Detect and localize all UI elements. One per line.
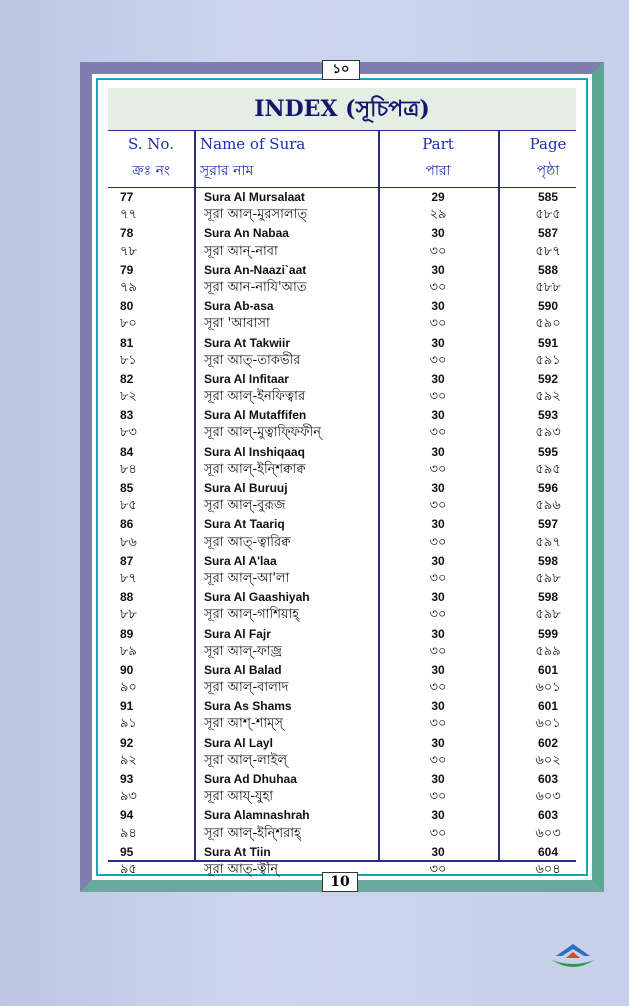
- row-sura-name: Sura Al Mutaffifen: [204, 408, 307, 423]
- row-serial: ৭৮: [120, 243, 137, 259]
- row-part: ৩০: [429, 643, 447, 659]
- row-page: 597: [537, 517, 559, 532]
- table-row: [108, 297, 576, 315]
- table-row: [108, 497, 576, 515]
- row-part: ৩০: [429, 243, 447, 259]
- table-row: [108, 552, 576, 570]
- row-sura-name: সূরা আত্-তাকভীর: [204, 352, 301, 368]
- row-page: ৫৯২: [535, 389, 561, 405]
- table-row: [108, 770, 576, 788]
- row-serial: ৯১: [120, 716, 137, 732]
- table-row: [108, 679, 576, 697]
- header-part-en: Part: [422, 135, 454, 153]
- row-serial: ৮৬: [120, 534, 137, 550]
- row-sura-name: Sura Al Buruuj: [204, 481, 288, 495]
- row-part: 29: [431, 190, 445, 204]
- row-serial: 85: [120, 481, 134, 495]
- row-serial: 84: [120, 444, 134, 459]
- row-page: ৬০১: [535, 680, 561, 696]
- table-row: [108, 606, 576, 624]
- table-row: [108, 715, 576, 733]
- table-row: [108, 315, 576, 333]
- table-row: [108, 643, 576, 661]
- row-part: ৩০: [429, 752, 447, 768]
- table-row: [108, 352, 576, 370]
- row-sura-name: সূরা আল্-বুরূজ: [204, 498, 286, 514]
- table-row: [108, 570, 576, 588]
- row-serial: 81: [120, 335, 134, 350]
- table-row: [108, 461, 576, 479]
- row-page: ৫৯১: [535, 352, 561, 368]
- decorative-frame: [80, 62, 604, 892]
- table-row: [108, 661, 576, 679]
- header-part: [378, 131, 498, 187]
- row-page: 603: [537, 772, 559, 786]
- row-page: 590: [537, 299, 559, 314]
- row-page: 587: [537, 226, 559, 241]
- row-sura-name: সূরা আল্-ইন্শিক্বাক্ব: [204, 461, 306, 477]
- row-page: ৬০২: [535, 752, 561, 768]
- row-sura-name: Sura An Nabaa: [204, 226, 289, 241]
- row-serial: ৮৩: [120, 425, 137, 441]
- row-serial: 87: [120, 553, 134, 568]
- row-part: ৩০: [429, 352, 447, 368]
- row-sura-name: সূরা আশ্-শাম্স্: [204, 716, 283, 732]
- row-serial: 82: [120, 371, 134, 386]
- page-number-top: ১০: [322, 60, 360, 80]
- table-row: [108, 788, 576, 806]
- row-sura-name: Sura Al A'laa: [204, 553, 277, 568]
- row-part: ৩০: [429, 825, 447, 841]
- row-serial: ৯৩: [120, 789, 137, 805]
- row-sura-name: Sura As Shams: [204, 699, 292, 714]
- row-sura-name: Sura Ad Dhuhaa: [204, 772, 297, 786]
- row-page: 599: [537, 626, 559, 641]
- table-row: [108, 515, 576, 533]
- row-page: ৫৯৫: [535, 461, 561, 477]
- row-page: 598: [537, 553, 559, 568]
- header-serial-bn: ক্রঃ নং: [131, 163, 170, 179]
- row-sura-name: Sura An-Naazi`aat: [204, 262, 307, 277]
- header-page: [498, 131, 598, 187]
- row-part: ৩০: [429, 279, 447, 295]
- row-page: ৫৯৬: [535, 498, 561, 514]
- row-serial: 77: [120, 190, 134, 204]
- row-sura-name: Sura At Taariq: [204, 517, 285, 532]
- row-serial: 91: [120, 699, 134, 714]
- row-serial: ৯২: [120, 752, 137, 768]
- row-serial: ৭৯: [120, 279, 137, 295]
- row-sura-name: Sura Al Gaashiyah: [204, 590, 310, 605]
- row-sura-name: সূরা আন-নাযি'আত: [204, 279, 307, 295]
- header-serial-en: S. No.: [128, 135, 174, 153]
- row-part: 30: [431, 590, 445, 605]
- row-sura-name: সূরা আন্-নাবা: [204, 243, 278, 259]
- index-table-body: [108, 188, 576, 879]
- row-part: 30: [431, 662, 445, 677]
- row-page: ৫৯০: [535, 316, 561, 332]
- header-name: [194, 131, 378, 187]
- table-row: [108, 443, 576, 461]
- row-sura-name: Sura Al Mursalaat: [204, 190, 305, 204]
- row-serial: 90: [120, 662, 134, 677]
- row-part: ৩০: [429, 425, 447, 441]
- row-page: 601: [537, 662, 559, 677]
- row-sura-name: Sura Al Fajr: [204, 626, 271, 641]
- row-part: ৩০: [429, 680, 447, 696]
- row-page: 591: [537, 335, 559, 350]
- table-row: [108, 370, 576, 388]
- row-serial: 89: [120, 626, 134, 641]
- row-sura-name: Sura Alamnashrah: [204, 808, 310, 823]
- row-part: 30: [431, 335, 445, 350]
- row-page: ৫৯৮: [535, 607, 561, 623]
- row-serial: 94: [120, 808, 134, 823]
- row-page: 603: [537, 808, 559, 823]
- row-serial: ৯৫: [120, 861, 137, 877]
- row-part: 30: [431, 262, 445, 277]
- row-sura-name: সূরা 'আবাসা: [204, 316, 270, 332]
- row-part: 30: [431, 844, 445, 859]
- table-row: [108, 479, 576, 497]
- row-sura-name: Sura Al Layl: [204, 735, 273, 750]
- row-part: 30: [431, 371, 445, 386]
- row-part: 30: [431, 408, 445, 423]
- row-sura-name: সূরা আত্-ত্বীন্: [204, 861, 278, 877]
- row-sura-name: সূরা আল্-গাশিয়াহ্: [204, 607, 300, 623]
- table-row: [108, 534, 576, 552]
- table-row: [108, 734, 576, 752]
- table-row: [108, 752, 576, 770]
- row-part: ৩০: [429, 316, 447, 332]
- row-sura-name: সূরা আল্-ফাজ্র: [204, 643, 282, 659]
- row-sura-name: Sura Al Infitaar: [204, 371, 289, 386]
- row-serial: ৮৯: [120, 643, 137, 659]
- row-page: 595: [537, 444, 559, 459]
- table-header: [108, 130, 576, 188]
- row-page: ৫৯৮: [535, 570, 561, 586]
- row-serial: ৮০: [120, 316, 137, 332]
- row-page: ৫৮৭: [535, 243, 561, 259]
- row-serial: 88: [120, 590, 134, 605]
- row-page: 585: [537, 190, 559, 204]
- row-serial: ৯০: [120, 680, 137, 696]
- row-page: ৫৮৫: [535, 207, 561, 223]
- row-page: ৫৮৮: [535, 279, 561, 295]
- table-row: [108, 206, 576, 224]
- row-page: 598: [537, 590, 559, 605]
- row-serial: 92: [120, 735, 134, 750]
- row-serial: 80: [120, 299, 134, 314]
- row-page: ৬০৪: [535, 861, 561, 877]
- header-serial: [108, 131, 194, 187]
- table-row: [108, 806, 576, 824]
- row-part: ৩০: [429, 389, 447, 405]
- row-serial: 78: [120, 226, 134, 241]
- row-page: 596: [537, 481, 559, 495]
- row-part: 30: [431, 444, 445, 459]
- table-row: [108, 388, 576, 406]
- row-part: ৩০: [429, 861, 447, 877]
- row-part: ৩০: [429, 716, 447, 732]
- row-serial: 95: [120, 844, 134, 859]
- row-part: ৩০: [429, 789, 447, 805]
- row-sura-name: সূরা আল্-মুরসালাত্: [204, 207, 308, 223]
- table-row: [108, 588, 576, 606]
- row-part: 30: [431, 808, 445, 823]
- row-part: ৩০: [429, 498, 447, 514]
- row-page: 592: [537, 371, 559, 386]
- row-sura-name: Sura Al Balad: [204, 662, 282, 677]
- header-page-en: Page: [529, 135, 567, 153]
- row-sura-name: Sura At Tiin: [204, 844, 271, 859]
- row-serial: ৮৪: [120, 461, 137, 477]
- row-sura-name: সূরা আল্-ইন্শিরাহ্: [204, 825, 301, 841]
- publisher-logo-icon: [548, 940, 598, 976]
- row-sura-name: সূরা আল্-লাইল্: [204, 752, 288, 768]
- table-bottom-rule: [108, 860, 576, 862]
- row-part: 30: [431, 735, 445, 750]
- row-page: 602: [537, 735, 559, 750]
- table-row: [108, 825, 576, 843]
- row-serial: ৯৪: [120, 825, 137, 841]
- row-sura-name: সূরা আল্-আ'লা: [204, 570, 290, 586]
- row-sura-name: সূরা আল্-বালাদ: [204, 680, 289, 696]
- row-part: ৩০: [429, 461, 447, 477]
- header-part-bn: পারা: [425, 163, 451, 179]
- row-page: ৬০৩: [535, 789, 561, 805]
- row-serial: 79: [120, 262, 134, 277]
- header-name-en: Name of Sura: [200, 135, 306, 153]
- row-serial: ৮৮: [120, 607, 137, 623]
- row-serial: ৮২: [120, 389, 137, 405]
- row-page: ৫৯৭: [535, 534, 561, 550]
- row-page: 604: [537, 844, 559, 859]
- table-row: [108, 261, 576, 279]
- row-part: 30: [431, 772, 445, 786]
- row-part: ৩০: [429, 534, 447, 550]
- row-sura-name: Sura Ab-asa: [204, 299, 274, 314]
- row-part: ৩০: [429, 607, 447, 623]
- table-row: [108, 188, 576, 206]
- row-serial: ৮৫: [120, 498, 137, 514]
- row-serial: 93: [120, 772, 134, 786]
- row-sura-name: সূরা আল্-মুত্বাফ্ফিফীন্: [204, 425, 321, 441]
- header-page-bn: পৃষ্ঠা: [536, 163, 560, 179]
- row-page: 601: [537, 699, 559, 714]
- row-sura-name: Sura Al Inshiqaaq: [204, 444, 305, 459]
- row-serial: 83: [120, 408, 134, 423]
- table-row: [108, 843, 576, 861]
- header-name-bn: সূরার নাম: [200, 163, 254, 179]
- row-sura-name: সূরা আত্-ত্বারিক্ব: [204, 534, 291, 550]
- row-page: ৬০৩: [535, 825, 561, 841]
- row-part: 30: [431, 226, 445, 241]
- inner-border: [96, 78, 588, 876]
- table-row: [108, 625, 576, 643]
- row-page: 588: [537, 262, 559, 277]
- row-sura-name: সূরা আল্-ইনফিত্বার: [204, 389, 306, 405]
- table-row: [108, 424, 576, 442]
- row-part: ২৯: [429, 207, 447, 223]
- table-row: [108, 243, 576, 261]
- row-part: 30: [431, 553, 445, 568]
- table-row: [108, 406, 576, 424]
- row-sura-name: সূরা আয্-যুহা: [204, 789, 274, 805]
- table-row: [108, 697, 576, 715]
- row-serial: 86: [120, 517, 134, 532]
- page-title: INDEX (সূচিপত্র): [108, 88, 576, 130]
- row-part: 30: [431, 481, 445, 495]
- row-part: 30: [431, 699, 445, 714]
- row-page: ৫৯৯: [535, 643, 561, 659]
- table-row: [108, 334, 576, 352]
- row-page: 593: [537, 408, 559, 423]
- row-part: 30: [431, 517, 445, 532]
- row-part: ৩০: [429, 570, 447, 586]
- page-number-bottom: 10: [322, 872, 358, 892]
- row-page: ৬০১: [535, 716, 561, 732]
- row-sura-name: Sura At Takwiir: [204, 335, 291, 350]
- row-page: ৫৯৩: [535, 425, 561, 441]
- row-part: 30: [431, 626, 445, 641]
- row-serial: ৮১: [120, 352, 137, 368]
- row-serial: ৭৭: [120, 207, 137, 223]
- row-part: 30: [431, 299, 445, 314]
- table-row: [108, 279, 576, 297]
- row-serial: ৮৭: [120, 570, 137, 586]
- table-row: [108, 224, 576, 242]
